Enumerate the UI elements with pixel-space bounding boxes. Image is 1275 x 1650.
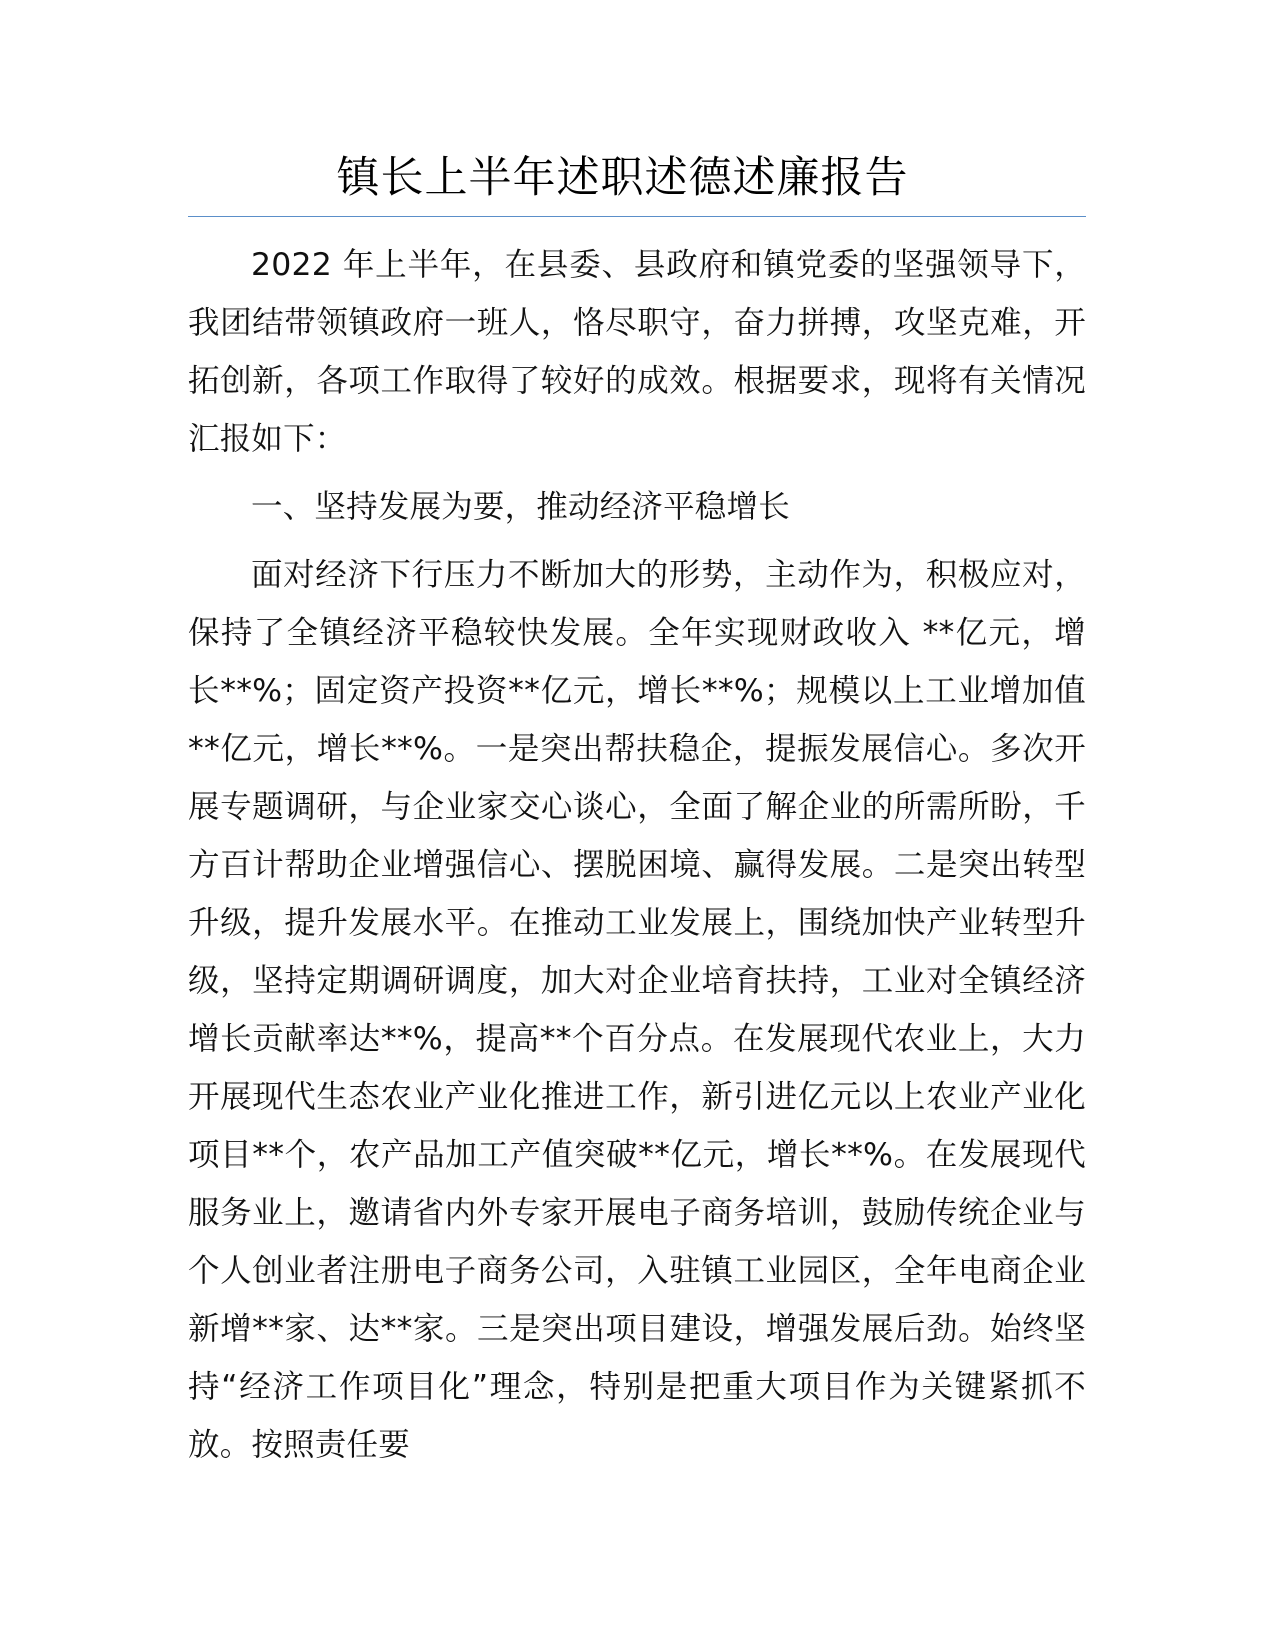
intro-paragraph: 2022 年上半年，在县委、县政府和镇党委的坚强领导下，我团结带领镇政府一班人，恪尽职守，奋力拼搏，攻坚克难，开拓创新，各项工作取得了较好的成效。根据要求，现将有关情况汇报如下： (188, 247, 1086, 457)
section-heading: 一、坚持发展为要，推动经济平稳增长 (251, 489, 790, 525)
section-paragraph: 面对经济下行压力不断加大的形势，主动作为，积极应对，保持了全镇经济平稳较快发展。全年实现财政收入 **亿元，增长**%；固定资产投资**亿元，增长**%；规模以上工业增加值**亿元，增长**%。一是突出帮扶稳企，提振发展信心。多次开展专题调研，与企业家交心谈心，全面了解企业的所需所盼，千方百计帮助企业增强信心、摆脱困境、赢得发展。二是突出转型升级，提升发展水平。在推动工业发展上，围绕加快产业转型升级，坚持定期调研调度，加大对企业培育扶持，工业对全镇经济增长贡献率达**%，提高**个百分点。在发展现代农业上，大力开展现代生态农业产业化推进工作，新引进亿元以上农业产业化项目**个，农产品加工产值突破**亿元，增长**%。在发展现代服务业上，邀请省内外专家开展电子商务培训，鼓励传统企业与个人创业者注册电子商务公司，入驻镇工业园区，全年电商企业新增**家、达**家。三是突出项目建设，增强发展后劲。始终坚持“经济工作项目化”理念，特别是把重大项目作为关键紧抓不放。按照责任要 (188, 557, 1086, 1463)
document-body (188, 236, 1086, 1474)
document-title: 镇长上半年述职述德述廉报告 (336, 153, 909, 203)
title-underline (188, 216, 1086, 217)
